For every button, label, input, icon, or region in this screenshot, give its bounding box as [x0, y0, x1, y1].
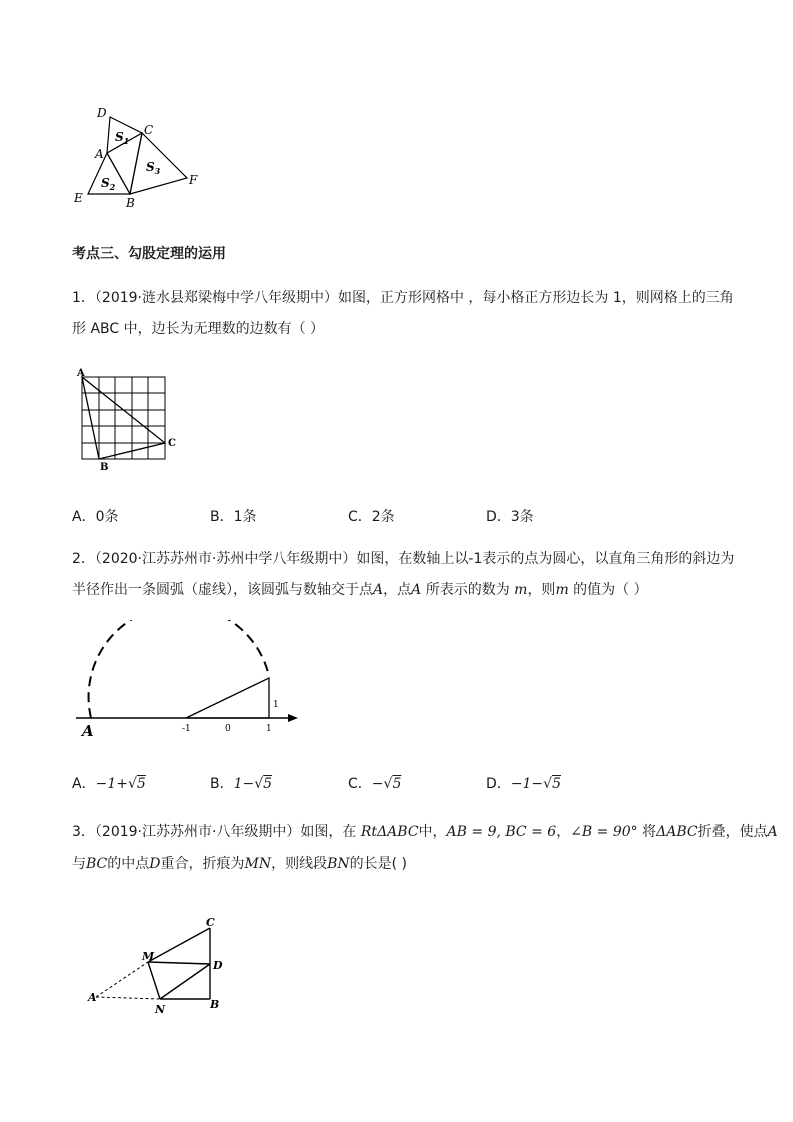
- q2-option-d[interactable]: D．−1−√5: [486, 776, 561, 792]
- grid-label-B: B: [100, 462, 109, 473]
- label-s3: $S_3$: [146, 160, 161, 176]
- grid-label-A: A: [77, 368, 85, 379]
- q1-option-c[interactable]: C．2条: [348, 509, 395, 525]
- q1-option-d[interactable]: D．3条: [486, 509, 534, 525]
- q1-grid-figure: [74, 366, 184, 474]
- q2-option-c[interactable]: C．−√5: [348, 776, 402, 792]
- height-1: 1: [273, 700, 279, 710]
- fold-label-N: N: [155, 1003, 166, 1016]
- section-heading: 考点三、勾股定理的运用: [72, 246, 226, 262]
- q1-line2: 形 ABC 中，边长为无理数的边数有（ ）: [72, 321, 325, 337]
- label-A: A: [95, 147, 104, 161]
- fold-label-D: D: [213, 959, 223, 972]
- label-D: D: [97, 106, 107, 120]
- q2-line2: 半径作出一条圆弧（虚线），该圆弧与数轴交于点A，点A 所表示的数为 m，则m 的值为（ ）: [72, 582, 648, 598]
- fold-label-C: C: [206, 916, 215, 929]
- q3-line2: 与BC的中点D重合，折痕为MN，则线段BN的长是( ): [72, 856, 408, 872]
- label-C: C: [144, 123, 154, 137]
- tick-minus1: -1: [182, 724, 191, 734]
- numberline-label-A: A: [82, 722, 94, 738]
- label-s1: $S_1$: [115, 130, 130, 146]
- tick-1: 1: [266, 724, 272, 734]
- q2-line1: 2．（2020·江苏苏州市·苏州中学八年级期中）如图，在数轴上以-1表示的点为圆心，以直角三角形的斜边为: [72, 551, 735, 567]
- q3-fold-figure: [84, 912, 230, 1018]
- fold-label-B: B: [210, 998, 220, 1011]
- q1-option-a[interactable]: A．0条: [72, 509, 119, 525]
- label-E: E: [74, 191, 83, 205]
- fold-label-A: A: [88, 991, 97, 1004]
- q3-line1: 3．（2019·江苏苏州市·八年级期中）如图，在 RtΔABC中，AB = 9, BC = 6，∠B = 90° 将ΔABC折叠，使点A: [72, 824, 778, 840]
- q2-numberline-figure: [74, 620, 304, 738]
- tick-0: 0: [225, 724, 231, 734]
- top-figure: [70, 100, 210, 212]
- q2-option-a[interactable]: A．−1+√5: [72, 776, 146, 792]
- label-F: F: [189, 173, 198, 187]
- grid-label-C: C: [168, 438, 176, 449]
- fold-label-M: M: [142, 950, 155, 963]
- q1-line1: 1．（2019·涟水县郑梁梅中学八年级期中）如图，正方形网格中 ，每小格正方形边长为 1，则网格上的三角: [72, 290, 734, 306]
- label-s2: $S_2$: [101, 176, 116, 192]
- q1-option-b[interactable]: B．1条: [210, 509, 257, 525]
- label-B: B: [126, 196, 135, 210]
- q2-option-b[interactable]: B．1−√5: [210, 776, 273, 792]
